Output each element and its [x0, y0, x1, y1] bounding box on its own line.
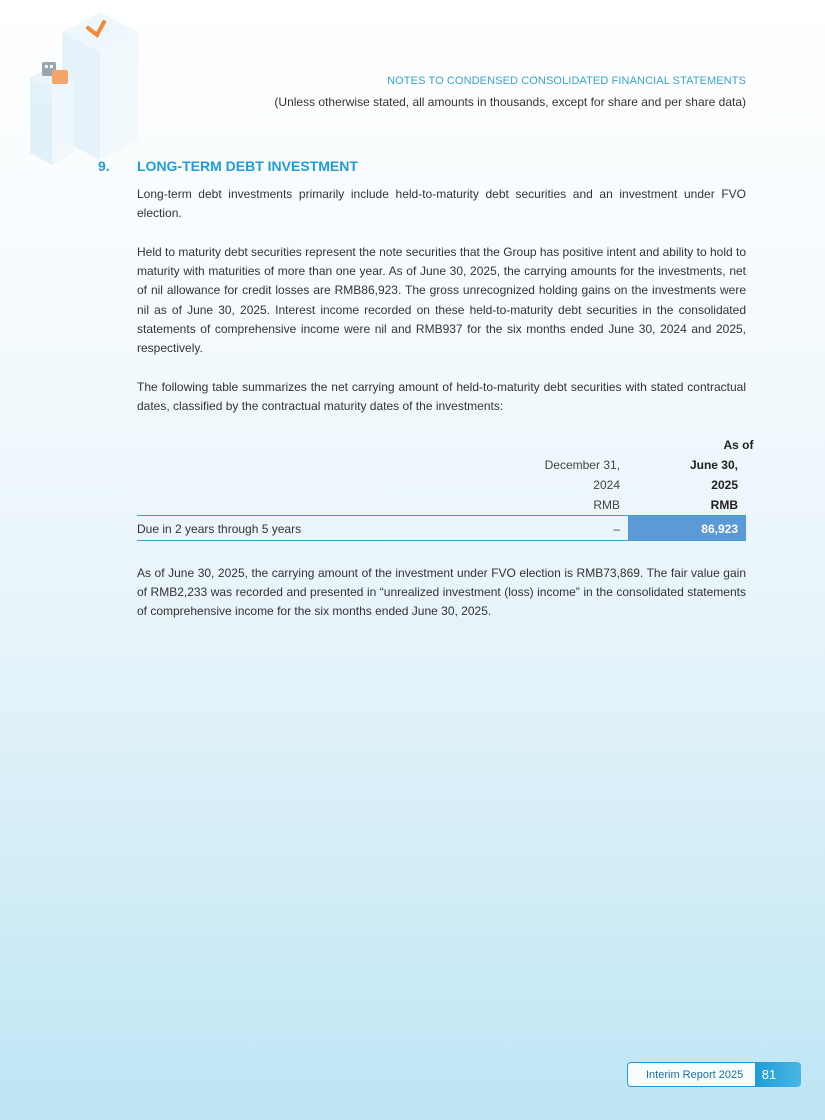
- maturity-table: [137, 436, 754, 542]
- table-row-value-2025: 86,923: [701, 522, 738, 536]
- col2-header-year: 2025: [711, 478, 738, 492]
- running-header-subtitle: (Unless otherwise stated, all amounts in thousands, except for share and per share data): [274, 95, 746, 109]
- col1-header-date: December 31,: [544, 458, 620, 472]
- table-bottom-rule: [137, 540, 746, 541]
- footer-report-name: Interim Report 2025: [646, 1069, 744, 1081]
- page-footer: [627, 1062, 803, 1087]
- page-number-box: [755, 1062, 801, 1087]
- header-decoration-graphic: [0, 0, 160, 170]
- footer-tab: [627, 1062, 756, 1087]
- paragraph-fvo: As of June 30, 2025, the carrying amount of the investment under FVO election is RMB73,869. The fair value gain of RMB2,233 was recorded and presented in “unrealized investment (loss) income” in the consolidated statements of comprehensive income for the six months ended June 30, 2025.: [137, 566, 746, 619]
- paragraph-table-intro: The following table summarizes the net carrying amount of held-to-maturity debt securities with stated contractual dates, classified by the contractual maturity dates of the investments:: [137, 380, 746, 414]
- col2-header-unit: RMB: [710, 498, 738, 512]
- col2-header-date: June 30,: [689, 458, 738, 472]
- running-header-title: NOTES TO CONDENSED CONSOLIDATED FINANCIAL STATEMENTS: [387, 75, 746, 87]
- page-number: 81: [761, 1067, 777, 1082]
- paragraph-intro: Long-term debt investments primarily include held-to-maturity debt securities and an investment under FVO election.: [137, 187, 746, 221]
- table-row-value-2024: –: [613, 522, 620, 536]
- table-header-as-of: As of: [723, 438, 754, 452]
- col1-header-unit: RMB: [593, 498, 620, 512]
- col1-header-year: 2024: [593, 478, 620, 492]
- section-title: LONG-TERM DEBT INVESTMENT: [137, 158, 358, 174]
- section-number: 9.: [98, 158, 110, 174]
- table-row-label: Due in 2 years through 5 years: [137, 522, 302, 536]
- paragraph-held-to-maturity: Held to maturity debt securities represent the note securities that the Group has positive intent and ability to hold to maturity with maturities of more than one year. As of June 30, 2025, the carrying amounts for the investments, net of nil allowance for credit losses are RMB86,923. The gross unrecognized holding gains on the investments were nil as of June 30, 2025. Interest income recorded on these held-to-maturity debt securities in the consolidated statements of comprehensive income were nil and RMB937 for the six months ended June 30, 2024 and 2025, respectively.: [137, 245, 747, 356]
